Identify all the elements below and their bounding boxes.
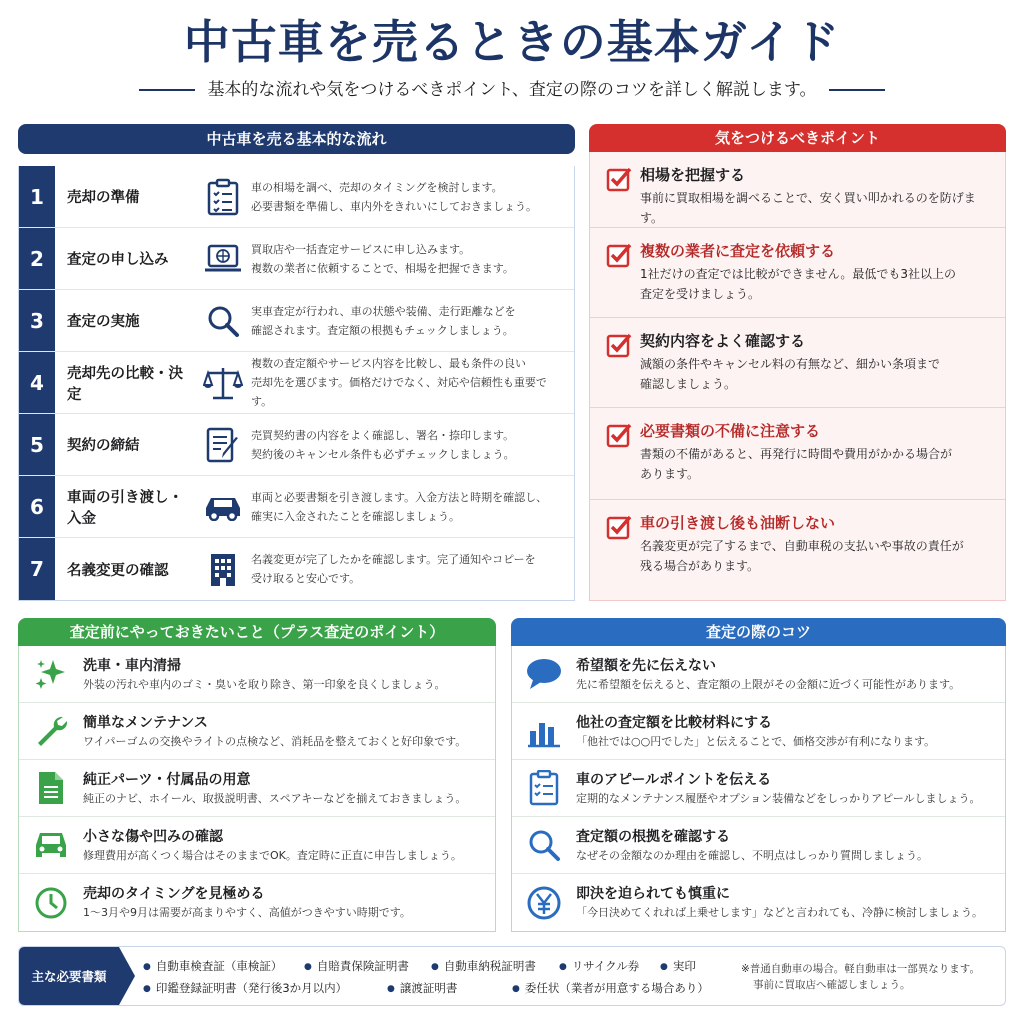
bar-chart-icon <box>512 713 576 749</box>
point-desc-line: 減額の条件やキャンセル料の有無など、細かい条項まで <box>640 357 941 371</box>
checklist-icon <box>512 770 576 806</box>
point-description <box>640 354 991 394</box>
point-row-5 <box>590 500 1005 599</box>
documents-label-arrow <box>119 947 135 1005</box>
step-desc-line: 確実に入金されたことを確認しましょう。 <box>251 509 460 523</box>
document-item: ● 自賠責保険証明書 <box>304 958 409 975</box>
step-description <box>251 178 574 216</box>
clock-icon <box>19 885 83 921</box>
tips-title: 査定額の根拠を確認する <box>576 828 730 845</box>
documents-note <box>741 961 980 993</box>
prep-description: 外装の汚れや車内のゴミ・臭いを取り除き、第一印象を良くしましょう。 <box>83 677 446 691</box>
document-item: ● 自動車検査証（車検証） <box>143 958 282 975</box>
divider-left <box>139 89 195 91</box>
magnifier-icon <box>195 303 251 339</box>
divider-right <box>829 89 885 91</box>
point-body <box>634 240 991 317</box>
tips-description: 先に希望額を伝えると、査定額の上限がその金額に近づく可能性があります。 <box>576 677 961 691</box>
prep-body <box>83 713 466 750</box>
step-desc-line: 車両と必要書類を引き渡します。入金方法と時期を確認し、 <box>251 490 548 504</box>
point-desc-line: 書類の不備があると、再発行に時間や費用がかかる場合が <box>640 447 953 461</box>
magnifier-icon <box>512 827 576 863</box>
document-item: ● 実印 <box>660 958 696 975</box>
car-icon <box>195 493 251 521</box>
step-description <box>251 550 574 588</box>
prep-row-5 <box>19 874 495 931</box>
step-row-6 <box>19 476 574 538</box>
prep-title: 売却のタイミングを見極める <box>83 886 265 902</box>
page-subtitle: 基本的な流れや気をつけるべきポイント、査定の際のコツを詳しく解説します。 <box>207 80 817 100</box>
point-title: 複数の業者に査定を依頼する <box>640 242 836 260</box>
step-title: 名義変更の確認 <box>67 562 169 579</box>
tips-heading: 査定の際のコツ <box>511 618 1006 646</box>
points-panel <box>589 152 1006 601</box>
point-title: 車の引き渡し後も油断しない <box>640 514 836 532</box>
prep-description: 1～3月や9月は需要が高まりやすく、高値がつきやすい時期です。 <box>83 906 411 919</box>
prep-body <box>83 884 411 921</box>
prep-heading: 査定前にやっておきたいこと（プラス査定のポイント） <box>18 618 496 646</box>
step-desc-line: 受け取ると安心です。 <box>251 572 361 585</box>
step-desc-line: 買取店や一括査定サービスに申し込みます。 <box>251 242 471 256</box>
step-description <box>251 354 574 411</box>
step-description <box>251 240 574 278</box>
point-body <box>634 512 991 599</box>
step-desc-line: 複数の査定額やサービス内容を比較し、最も条件の良い <box>251 357 526 370</box>
steps-heading: 中古車を売る基本的な流れ <box>18 124 575 154</box>
tips-body <box>576 827 928 864</box>
step-title: 売却先の比較・決定 <box>67 365 183 403</box>
step-title: 査定の申し込み <box>67 252 169 268</box>
point-description <box>640 536 991 576</box>
step-row-7 <box>19 538 574 600</box>
tips-description: 定期的なメンテナンス履歴やオプション装備などをしっかりアピールしましょう。 <box>576 791 981 805</box>
tips-title: 即決を迫られても慎重に <box>576 886 730 902</box>
point-row-2 <box>590 228 1005 318</box>
step-number: 2 <box>19 228 55 289</box>
tips-row-1 <box>512 646 1005 703</box>
step-number: 3 <box>19 290 55 351</box>
step-number: 5 <box>19 414 55 475</box>
tips-description: 「他社では○○円でした」と伝えることで、価格交渉が有利になります。 <box>576 734 936 748</box>
tips-row-3 <box>512 760 1005 817</box>
prep-description: 純正のナビ、ホイール、取扱説明書、スペアキーなどを揃えておきましょう。 <box>83 791 467 805</box>
required-documents-bar <box>18 946 1006 1006</box>
step-row-5 <box>19 414 574 476</box>
step-desc-line: 契約後のキャンセル条件も必ずチェックしましょう。 <box>251 447 515 461</box>
prep-panel <box>18 646 496 932</box>
step-title: 車両の引き渡し・入金 <box>67 489 183 527</box>
step-desc-line: 複数の業者に依頼することで、相場を把握できます。 <box>251 261 514 275</box>
point-description: 事前に買取相場を調べることで、安く買い叩かれるのを防げます。 <box>640 191 976 225</box>
tips-body <box>576 713 935 750</box>
wrench-icon <box>19 713 83 749</box>
point-row-3 <box>590 318 1005 408</box>
document-item: ● 印鑑登録証明書（発行後3か月以内） <box>143 980 347 997</box>
point-desc-line: 査定を受けましょう。 <box>640 287 761 301</box>
note-line: 事前に買取店へ確認しましょう。 <box>753 979 911 991</box>
step-title: 売却の準備 <box>67 190 140 206</box>
step-title: 契約の締結 <box>67 438 140 454</box>
point-description <box>640 264 991 304</box>
tips-panel <box>511 646 1006 932</box>
prep-row-2 <box>19 703 495 760</box>
contract-pen-icon <box>195 426 251 464</box>
point-desc-line: 1社だけの査定では比較ができません。最低でも3社以上の <box>640 267 956 281</box>
prep-body <box>83 656 446 693</box>
point-desc-line: あります。 <box>640 467 700 481</box>
document-item: ● 委任状（業者が用意する場合あり） <box>512 980 709 997</box>
prep-title: 小さな傷や凹みの確認 <box>83 828 223 845</box>
tips-title: 希望額を先に伝えない <box>576 657 716 674</box>
tips-description: 「今日決めてくれれば上乗せします」などと言われても、冷静に検討しましょう。 <box>576 906 983 919</box>
point-row-1 <box>590 152 1005 228</box>
step-desc-line: 車の相場を調べ、売却のタイミングを検討します。 <box>251 180 503 194</box>
point-title: 相場を把握する <box>640 166 746 184</box>
point-body <box>634 420 991 499</box>
point-body <box>634 164 991 227</box>
tips-body <box>576 884 983 921</box>
clipboard-icon <box>195 178 251 216</box>
point-desc-line: 名義変更が完了するまで、自動車税の支払いや事故の責任が <box>640 539 964 553</box>
prep-body <box>83 827 462 864</box>
step-desc-line: 実車査定が行われ、車の状態や装備、走行距離などを <box>251 304 516 318</box>
tips-row-5 <box>512 874 1005 931</box>
document-item: ● 自動車納税証明書 <box>431 958 536 975</box>
point-title: 契約内容をよく確認する <box>640 332 806 350</box>
note-line: ※普通自動車の場合。軽自動車は一部異なります。 <box>741 963 980 975</box>
step-description <box>251 426 574 464</box>
point-row-4 <box>590 408 1005 500</box>
point-description <box>640 444 991 484</box>
checkbox-icon <box>606 240 634 317</box>
speech-bubble-icon <box>512 656 576 692</box>
tips-title: 車のアピールポイントを伝える <box>576 771 772 788</box>
point-title: 必要書類の不備に注意する <box>640 422 821 440</box>
building-icon <box>195 550 251 588</box>
document-item: ● リサイクル券 <box>559 958 639 975</box>
prep-title: 洗車・車内清掃 <box>83 657 181 674</box>
sparkle-icon <box>19 656 83 692</box>
step-number: 7 <box>19 538 55 600</box>
tips-description: なぜその金額なのか理由を確認し、不明点はしっかり質問しましょう。 <box>576 848 928 862</box>
yen-icon <box>512 885 576 921</box>
step-desc-line: 確認されます。査定額の根拠もチェックしましょう。 <box>251 323 514 337</box>
prep-description: ワイパーゴムの交換やライトの点検など、消耗品を整えておくと好印象です。 <box>83 734 467 748</box>
scales-icon <box>195 365 251 401</box>
prep-row-1 <box>19 646 495 703</box>
prep-title: 純正パーツ・付属品の用意 <box>83 771 251 788</box>
step-desc-line: 売買契約書の内容をよく確認し、署名・捺印します。 <box>251 428 515 442</box>
points-heading: 気をつけるべきポイント <box>589 124 1006 152</box>
tips-row-2 <box>512 703 1005 760</box>
tips-body <box>576 770 980 807</box>
step-row-1 <box>19 166 574 228</box>
documents-label: 主な必要書類 <box>19 947 119 1005</box>
prep-title: 簡単なメンテナンス <box>83 714 208 731</box>
document-icon <box>19 770 83 806</box>
checkbox-icon <box>606 164 634 227</box>
step-number: 6 <box>19 476 55 537</box>
step-description <box>251 302 574 340</box>
step-description <box>251 488 574 526</box>
prep-row-4 <box>19 817 495 874</box>
step-desc-line: 名義変更が完了したかを確認します。完了通知やコピーを <box>251 553 536 566</box>
tips-row-4 <box>512 817 1005 874</box>
step-desc-line: 売却先を選びます。価格だけでなく、対応や信頼性も重要です。 <box>251 376 547 408</box>
checkbox-icon <box>606 512 634 599</box>
step-row-2 <box>19 228 574 290</box>
step-number: 4 <box>19 352 55 413</box>
point-desc-line: 残る場合があります。 <box>640 559 760 573</box>
tips-title: 他社の査定額を比較材料にする <box>576 714 772 731</box>
car-front-icon <box>19 829 83 861</box>
page-title: 中古車を売るときの基本ガイド <box>183 15 841 69</box>
steps-panel <box>18 166 575 601</box>
tips-body <box>576 656 960 693</box>
prep-row-3 <box>19 760 495 817</box>
step-number: 1 <box>19 166 55 227</box>
point-desc-line: 確認しましょう。 <box>640 377 737 391</box>
step-title: 査定の実施 <box>67 314 140 330</box>
prep-description: 修理費用が高くつく場合はそのままでOK。査定時に正直に申告しましょう。 <box>83 848 462 862</box>
step-desc-line: 必要書類を準備し、車内外をきれいにしておきましょう。 <box>251 199 537 213</box>
laptop-globe-icon <box>195 243 251 275</box>
prep-body <box>83 770 466 807</box>
subtitle-row <box>0 78 1024 102</box>
checkbox-icon <box>606 330 634 407</box>
point-body <box>634 330 991 407</box>
step-row-4 <box>19 352 574 414</box>
step-row-3 <box>19 290 574 352</box>
checkbox-icon <box>606 420 634 499</box>
document-item: ● 譲渡証明書 <box>387 980 457 997</box>
